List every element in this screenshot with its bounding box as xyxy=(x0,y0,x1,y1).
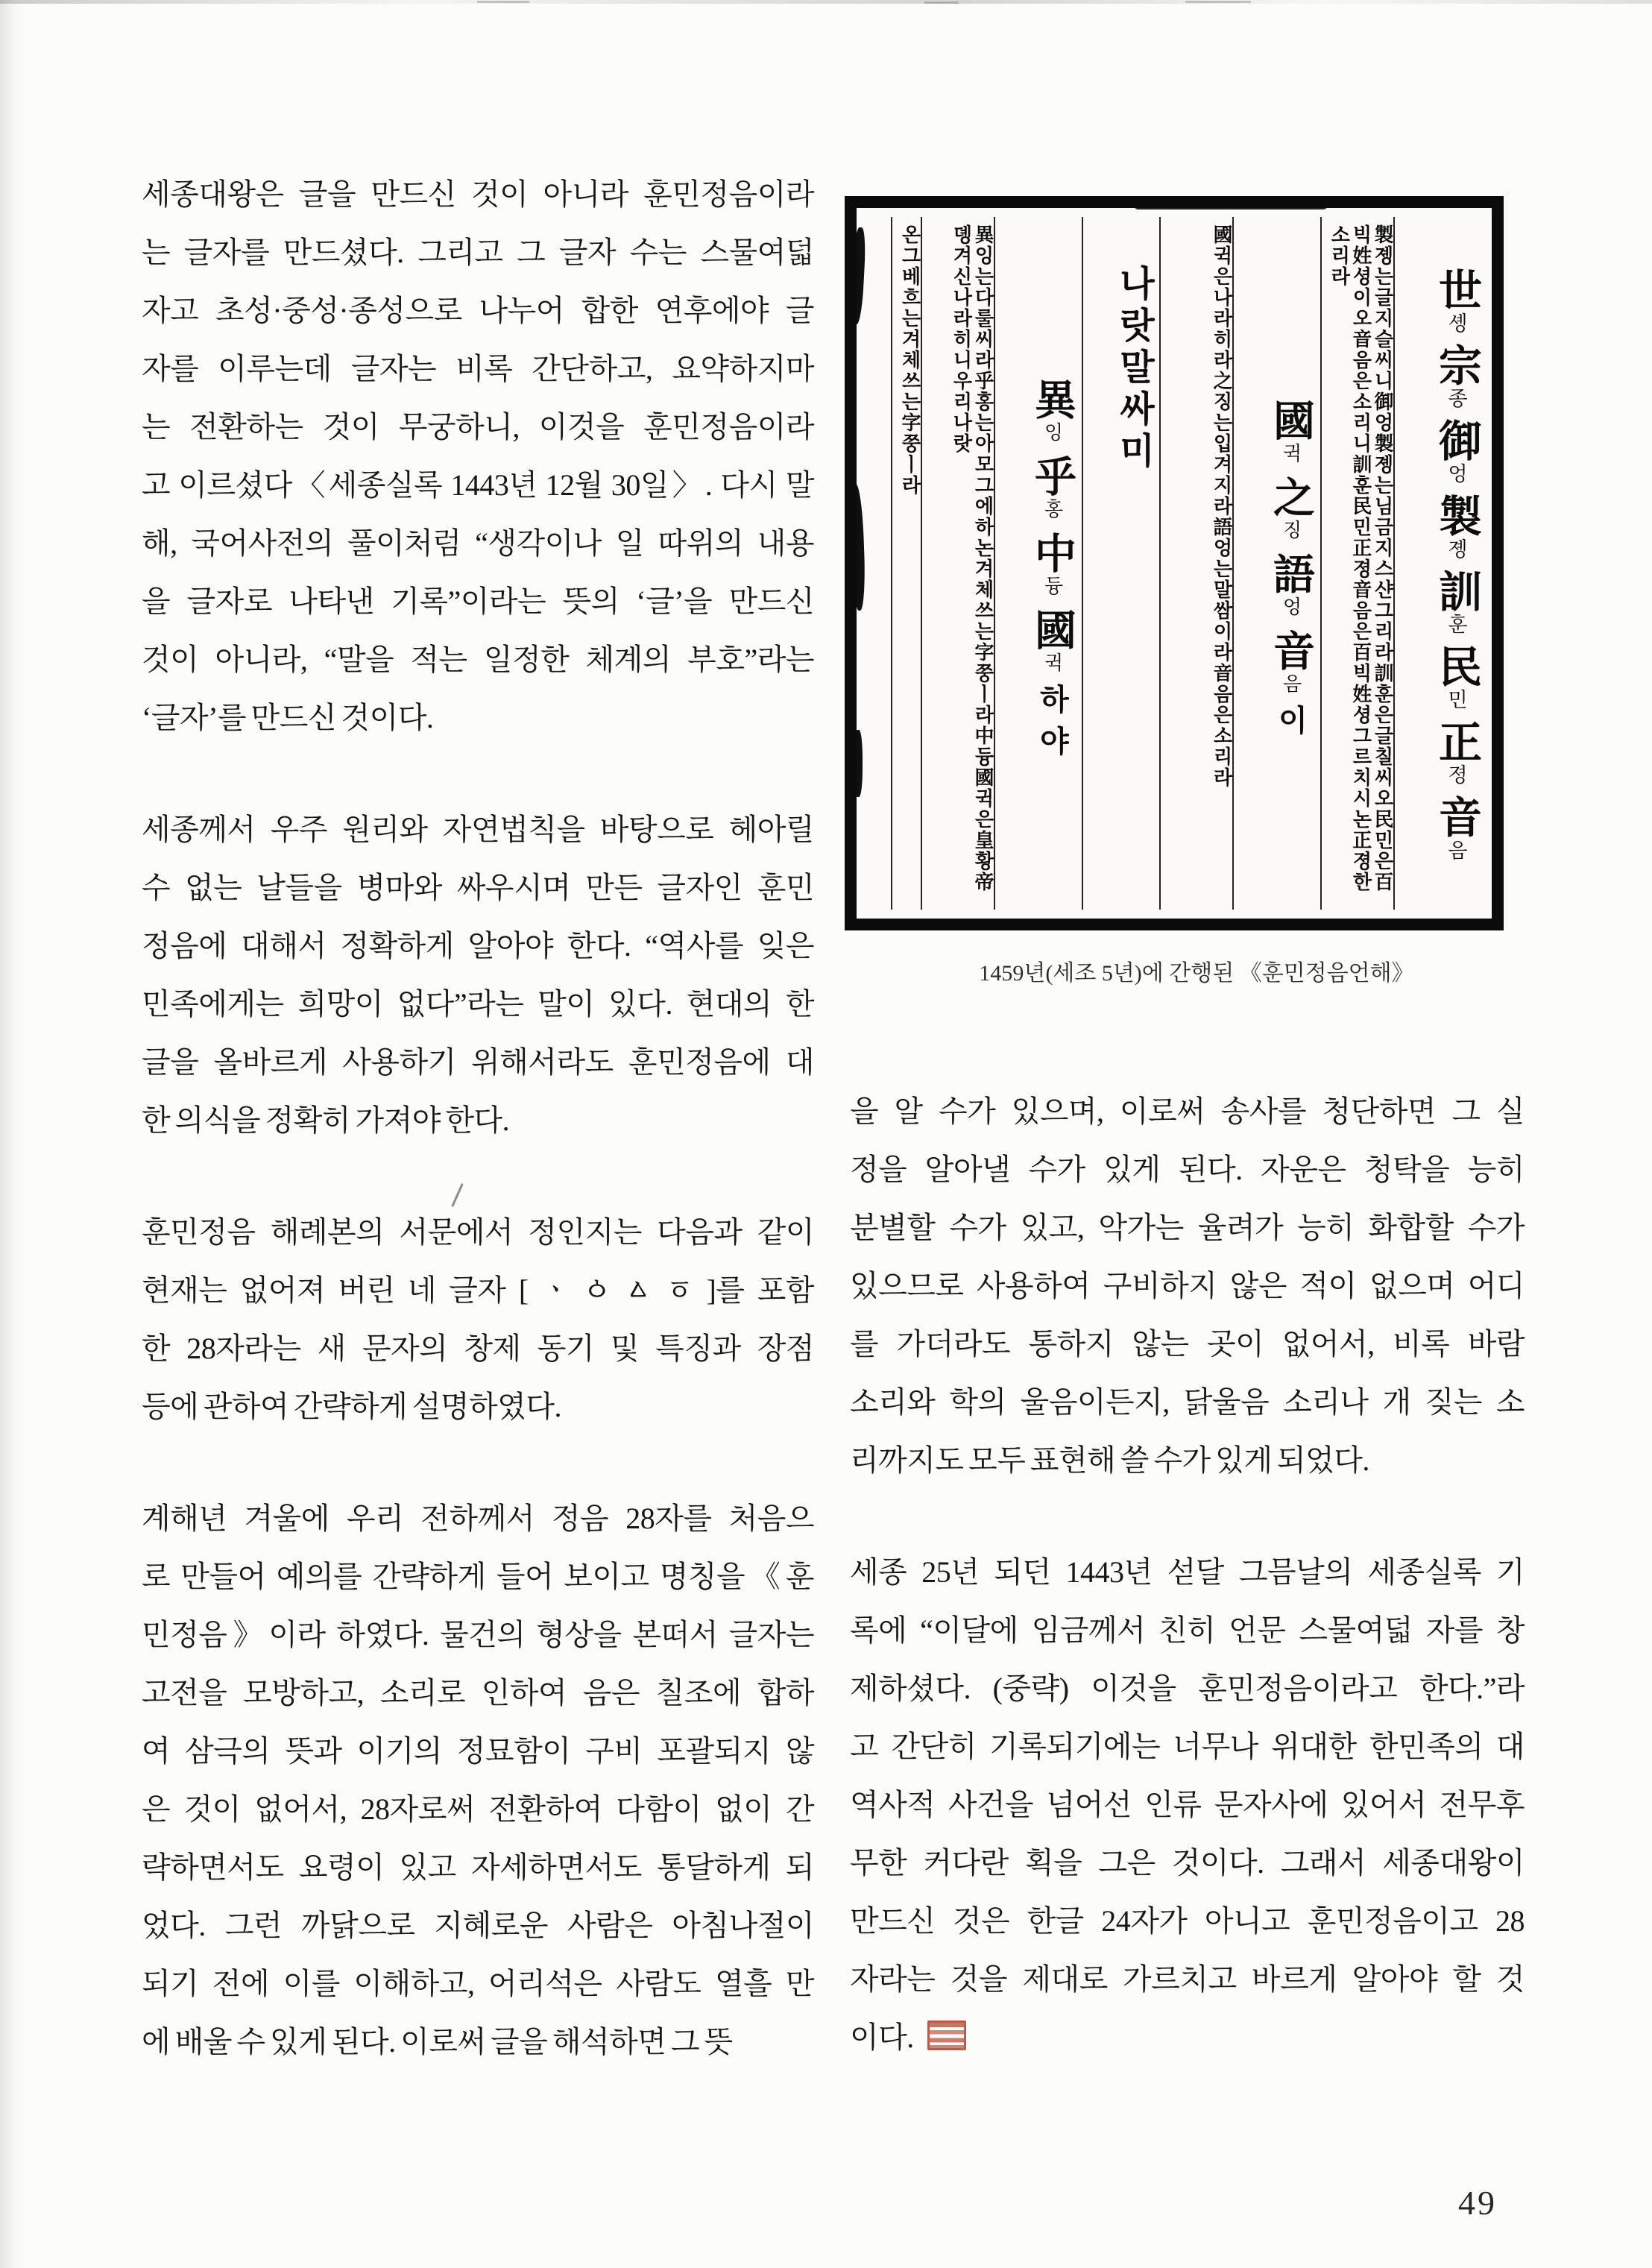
ink-smudge xyxy=(946,920,1423,927)
text-line: 을 알 수가 있으며, 이로써 송사를 청단하면 그 실 xyxy=(850,1094,1525,1128)
text-line: 제하셨다. (중략) 이것을 훈민정음이라고 한다.”라 xyxy=(850,1672,1525,1705)
woodblock-column: 國귁은나라히라之징는입겨지라語엉는말쌈이라音음은소리라 xyxy=(1159,217,1232,910)
text-line: 한 28자라는 새 문자의 창제 동기 및 특징과 장점 xyxy=(142,1332,814,1365)
author-seal-stamp xyxy=(927,2020,966,2050)
paragraph xyxy=(142,1490,814,2071)
paragraph xyxy=(850,1543,1525,2067)
text-line: 역사적 사건을 넘어선 인류 문자사에 있어서 전무후 xyxy=(850,1788,1525,1821)
left-text-column xyxy=(142,166,814,2071)
text-line: 계해년 겨울에 우리 전하께서 정음 28자를 처음으 xyxy=(142,1502,814,1535)
woodblock-column: 國귁之징語엉音음이 xyxy=(1232,217,1320,910)
paragraph xyxy=(142,166,814,747)
scan-top-edge xyxy=(0,0,1652,4)
ink-smudge xyxy=(850,227,867,325)
text-line: 여 삼극의 뜻과 이기의 정묘함이 구비 포괄되지 않 xyxy=(142,1734,814,1768)
text-line: 었다. 그런 까닭으로 지혜로운 사람은 아침나절이 xyxy=(142,1909,814,1942)
woodblock-column: 異잉는다룰씨라乎홍는아모그에하논겨체쓰는字쭝ㅣ라中듕國귁은皇황帝뎽겨신나라히니우리나랏 xyxy=(921,217,994,910)
text-line: 소리와 학의 울음이든지, 닭울음 소리나 개 짖는 소 xyxy=(850,1385,1525,1419)
right-text-column xyxy=(850,1083,1525,2067)
scan-speck xyxy=(1185,1,1251,3)
woodblock-column: 온그베흐는겨체쓰는字쭝ㅣ라 xyxy=(891,217,921,910)
text-line: 자라는 것을 제대로 가르치고 바르게 알아야 할 것 xyxy=(850,1962,1525,1996)
text-line: 을 글자로 나타낸 기록”이라는 뜻의 ‘글’을 만드신 xyxy=(142,585,814,618)
figure-caption: 1459년(세조 5년)에 간행된 《훈민정음언해》 xyxy=(979,961,1414,986)
text-line: 해, 국어사전의 풀이처럼 “생각이나 일 따위의 내용 xyxy=(142,526,814,560)
text-line: 되기 전에 이를 이해하고, 어리석은 사람도 열흘 만 xyxy=(142,1967,814,2000)
text-line: 있으므로 사용하여 구비하지 않은 적이 없으며 어디 xyxy=(850,1269,1525,1302)
text-line: 수 없는 날들을 병마와 싸우시며 만든 글자인 훈민 xyxy=(142,871,814,904)
text-line: 정을 알아낼 수가 있게 된다. 자운은 청탁을 능히 xyxy=(850,1153,1525,1186)
text-line: 는 전환하는 것이 무궁하니, 이것을 훈민정음이라 xyxy=(142,410,814,444)
ink-smudge xyxy=(854,730,863,797)
text-line: 략하면서도 요령이 있고 자세하면서도 통달하게 되 xyxy=(142,1850,814,1884)
text-line: ‘글자’를 만드신 것이다. xyxy=(142,701,434,734)
text-line: 등에 관하여 간략하게 설명하였다. xyxy=(142,1390,561,1423)
text-line: 정음에 대해서 정확하게 알아야 한다. “역사를 잊은 xyxy=(142,929,814,963)
text-line: 리까지도 모두 표현해 쓸 수가 있게 되었다. xyxy=(850,1443,1369,1477)
text-line: 한 의식을 정확히 가져야 한다. xyxy=(142,1103,510,1137)
paragraph xyxy=(142,801,814,1150)
woodblock-print xyxy=(845,196,1504,930)
text-line: 세종 25년 되던 1443년 섣달 그믐날의 세종실록 기 xyxy=(850,1555,1525,1589)
text-line: 록에 “이달에 임금께서 친히 언문 스물여덟 자를 창 xyxy=(850,1613,1525,1647)
text-line: 무한 커다란 획을 그은 것이다. 그래서 세종대왕이 xyxy=(850,1846,1525,1880)
ink-smudge xyxy=(848,484,866,611)
page-number: 49 xyxy=(1458,2184,1497,2222)
text-line: 분별할 수가 있고, 악가는 율려가 능히 화합할 수가 xyxy=(850,1211,1525,1244)
text-line: 현재는 없어져 버린 네 글자 [ ㆍ ㆁ ㅿ ㆆ ]를 포함 xyxy=(142,1273,814,1307)
text-line: 세종대왕은 글을 만드신 것이 아니라 훈민정음이라 xyxy=(142,177,814,211)
text-line: 민족에게는 희망이 없다”라는 말이 있다. 현대의 한 xyxy=(142,987,814,1021)
text-line: 자를 이루는데 글자는 비록 간단하고, 요약하지마 xyxy=(142,352,814,385)
text-line: 훈민정음 해례본의 서문에서 정인지는 다음과 같이 xyxy=(142,1215,814,1249)
text-line: 고 이르셨다〈세종실록 1443년 12월 30일〉. 다시 말 xyxy=(142,468,814,502)
scan-speck xyxy=(477,1,529,3)
scan-left-shadow xyxy=(0,0,27,2268)
text-line: 은 것이 없어서, 28자로써 전환하여 다함이 없이 간 xyxy=(142,1792,814,1826)
text-line: 로 만들어 예의를 간략하게 들어 보이고 명칭을《훈 xyxy=(142,1560,814,1593)
text-line: 만드신 것은 한글 24자가 아니고 훈민정음이고 28 xyxy=(850,1904,1525,1938)
woodblock-column: 世솅宗종御엉製졩訓훈民민正졍音음 xyxy=(1393,217,1487,910)
paragraph xyxy=(142,1203,814,1436)
woodblock-column: 製졩는글지슬씨니御엉製졩는님금지스샨그리라訓훈은글칠씨오民민은百빅姓셩이오音음은소리니訓훈民민正졍音음은百빅姓셩그르치시논正졍한소리라 xyxy=(1320,217,1393,910)
text-line: 고전을 모방하고, 소리로 인하여 음은 칠조에 합하 xyxy=(142,1676,814,1710)
text-line: 민정음》이라 하였다. 물건의 형상을 본떠서 글자는 xyxy=(142,1618,814,1651)
text-line: 글을 올바르게 사용하기 위해서라도 훈민정음에 대 xyxy=(142,1045,814,1079)
text-line: 고 간단히 기록되기에는 너무나 위대한 한민족의 대 xyxy=(850,1730,1525,1763)
text-line: 에 배울 수 있게 된다. 이로써 글을 해석하면 그 뜻 xyxy=(142,2025,733,2058)
paragraph xyxy=(850,1083,1525,1490)
text-line: 는 글자를 만드셨다. 그리고 그 글자 수는 스물여덟 xyxy=(142,236,814,269)
woodblock-column: 나랏말싸미 xyxy=(1082,217,1159,910)
text-line: 이다. xyxy=(850,2009,1525,2067)
text-line: 것이 아니라, “말을 적는 일정한 체계의 부호”라는 xyxy=(142,643,814,676)
woodblock-column: 異잉乎홍中듕國귁하야 xyxy=(994,217,1082,910)
text-line: 세종께서 우주 원리와 자연법칙을 바탕으로 헤아릴 xyxy=(142,813,814,846)
ink-smudge xyxy=(1134,201,1328,210)
text-line: 자고 초성·중성·종성으로 나누어 합한 연후에야 글 xyxy=(142,294,814,327)
scan-speck xyxy=(924,1,959,4)
hunminjeongeum-figure xyxy=(845,196,1504,987)
text-line: 를 가더라도 통하지 않는 곳이 없어서, 비록 바람 xyxy=(850,1327,1525,1361)
